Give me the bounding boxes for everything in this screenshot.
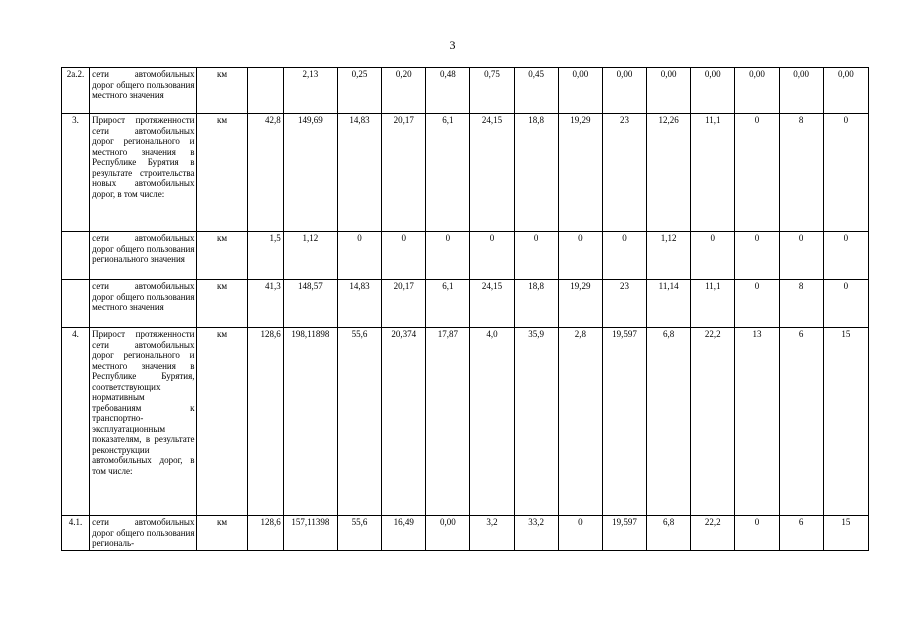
value-cell: 0	[558, 232, 602, 280]
row-number	[62, 280, 90, 328]
value-cell: 6,8	[647, 328, 691, 516]
value-cell: 0	[823, 114, 868, 232]
row-description: Прирост протяженности сети автомобильных дорог регионального и местного значения в Республике Бурятия в результате строительства новых автомобильных дорог, в том числе:	[90, 114, 197, 232]
value-cell: 33,2	[514, 516, 558, 551]
value-cell: 2,8	[558, 328, 602, 516]
value-cell: 0	[470, 232, 514, 280]
value-cell: 8	[779, 280, 823, 328]
row-description: сети автомобильных дорог общего пользования местного значения	[90, 68, 197, 114]
value-cell: 24,15	[470, 114, 514, 232]
value-cell: 6,1	[426, 114, 470, 232]
value-cell: 0,00	[735, 68, 779, 114]
value-cell: 0,48	[426, 68, 470, 114]
value-cell: 8	[779, 114, 823, 232]
table-row	[62, 114, 869, 232]
value-cell: 6,8	[647, 516, 691, 551]
row-description: сети автомобильных дорог общего пользования местного значения	[90, 280, 197, 328]
table-row	[62, 68, 869, 114]
row-unit: км	[197, 68, 247, 114]
value-cell: 0,25	[337, 68, 381, 114]
value-cell: 149,69	[283, 114, 337, 232]
row-unit: км	[197, 328, 247, 516]
value-cell: 3,2	[470, 516, 514, 551]
value-cell: 6	[779, 328, 823, 516]
value-cell: 23	[602, 114, 646, 232]
value-cell: 6,1	[426, 280, 470, 328]
row-number: 4.1.	[62, 516, 90, 551]
value-cell: 14,83	[337, 114, 381, 232]
value-cell: 128,6	[247, 516, 283, 551]
page-number: 3	[449, 38, 456, 52]
value-cell: 0,00	[779, 68, 823, 114]
value-cell: 13	[735, 328, 779, 516]
value-cell: 0	[735, 232, 779, 280]
value-cell: 0,45	[514, 68, 558, 114]
row-number	[62, 232, 90, 280]
value-cell: 23	[602, 280, 646, 328]
value-cell: 0	[558, 516, 602, 551]
table-row	[62, 328, 869, 516]
value-cell: 14,83	[337, 280, 381, 328]
value-cell: 19,29	[558, 114, 602, 232]
value-cell: 22,2	[691, 516, 735, 551]
value-cell: 17,87	[426, 328, 470, 516]
row-unit: км	[197, 232, 247, 280]
value-cell: 0,00	[602, 68, 646, 114]
value-cell: 11,14	[647, 280, 691, 328]
value-cell: 0,00	[426, 516, 470, 551]
value-cell: 1,12	[283, 232, 337, 280]
value-cell: 0,00	[647, 68, 691, 114]
table-row	[62, 232, 869, 280]
value-cell: 15	[823, 328, 868, 516]
value-cell: 157,11398	[283, 516, 337, 551]
value-cell: 16,49	[382, 516, 426, 551]
value-cell: 0,00	[558, 68, 602, 114]
value-cell: 19,597	[602, 516, 646, 551]
value-cell: 20,374	[382, 328, 426, 516]
value-cell: 11,1	[691, 280, 735, 328]
table-row	[62, 280, 869, 328]
value-cell: 55,6	[337, 328, 381, 516]
value-cell: 24,15	[470, 280, 514, 328]
table-row	[62, 516, 869, 551]
value-cell: 0,75	[470, 68, 514, 114]
value-cell: 41,3	[247, 280, 283, 328]
row-description: Прирост протяженности сети автомобильных дорог регионального и местного значения в Республике Бурятия, соответствующих нормативным требованиям к транспортно-эксплуатационным показателям, в результате реконструкции автомобильных дорог, в том числе:	[90, 328, 197, 516]
value-cell: 0	[426, 232, 470, 280]
value-cell: 0	[735, 280, 779, 328]
value-cell: 0	[602, 232, 646, 280]
row-unit: км	[197, 280, 247, 328]
value-cell: 0	[735, 114, 779, 232]
value-cell: 0	[823, 232, 868, 280]
row-description: сети автомобильных дорог общего пользования регионального значения	[90, 232, 197, 280]
row-unit: км	[197, 114, 247, 232]
value-cell: 4,0	[470, 328, 514, 516]
value-cell: 18,8	[514, 280, 558, 328]
value-cell: 35,9	[514, 328, 558, 516]
value-cell: 6	[779, 516, 823, 551]
indicator-table	[61, 67, 869, 551]
value-cell: 198,11898	[283, 328, 337, 516]
value-cell: 22,2	[691, 328, 735, 516]
value-cell: 12,26	[647, 114, 691, 232]
value-cell	[247, 68, 283, 114]
value-cell: 0	[337, 232, 381, 280]
value-cell: 0	[779, 232, 823, 280]
value-cell: 0,00	[691, 68, 735, 114]
value-cell: 20,17	[382, 114, 426, 232]
value-cell: 15	[823, 516, 868, 551]
value-cell: 0,00	[823, 68, 868, 114]
value-cell: 148,57	[283, 280, 337, 328]
value-cell: 0	[382, 232, 426, 280]
value-cell: 20,17	[382, 280, 426, 328]
row-description: сети автомобильных дорог общего пользования региональ-	[90, 516, 197, 551]
value-cell: 19,597	[602, 328, 646, 516]
value-cell: 0,20	[382, 68, 426, 114]
value-cell: 0	[691, 232, 735, 280]
value-cell: 18,8	[514, 114, 558, 232]
row-number: 3.	[62, 114, 90, 232]
value-cell: 128,6	[247, 328, 283, 516]
value-cell: 2,13	[283, 68, 337, 114]
row-number: 2а.2.	[62, 68, 90, 114]
value-cell: 0	[823, 280, 868, 328]
value-cell: 1,12	[647, 232, 691, 280]
value-cell: 0	[514, 232, 558, 280]
value-cell: 42,8	[247, 114, 283, 232]
value-cell: 11,1	[691, 114, 735, 232]
value-cell: 55,6	[337, 516, 381, 551]
row-number: 4.	[62, 328, 90, 516]
value-cell: 19,29	[558, 280, 602, 328]
value-cell: 0	[735, 516, 779, 551]
row-unit: км	[197, 516, 247, 551]
value-cell: 1,5	[247, 232, 283, 280]
